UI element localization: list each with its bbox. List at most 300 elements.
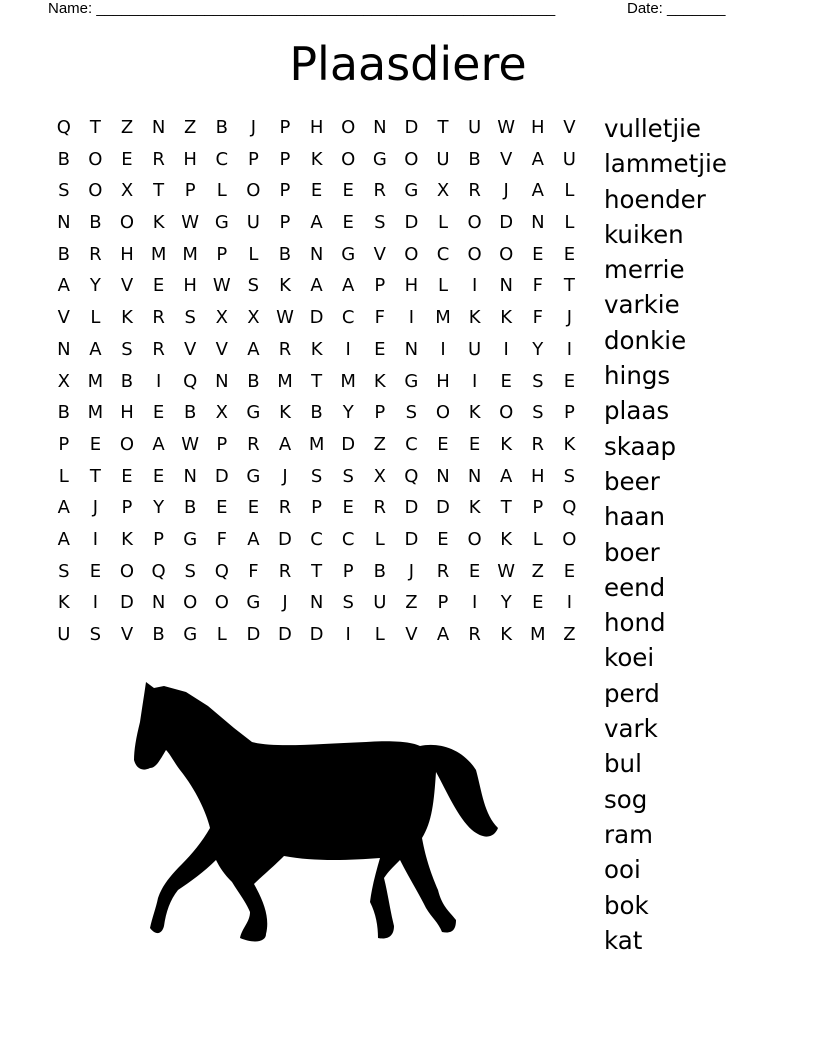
grid-cell: U [246, 212, 260, 234]
grid-cell: A [247, 338, 260, 360]
grid-cell: I [503, 338, 509, 360]
grid-row [48, 175, 586, 207]
grid-cell: E [152, 465, 165, 487]
grid-cell: E [563, 370, 576, 392]
grid-cell: P [279, 148, 291, 170]
grid-cell: E [247, 497, 260, 519]
grid-cell: N [151, 117, 166, 138]
grid-cell: K [500, 624, 513, 645]
word-list-item: plaas [604, 396, 670, 426]
grid-cell: A [57, 528, 70, 550]
grid-cell: I [345, 624, 351, 645]
grid-cell: E [342, 180, 354, 202]
grid-cell: Q [562, 497, 577, 519]
grid-cell: E [532, 592, 544, 614]
horse-silhouette-icon [126, 672, 506, 947]
grid-cell: P [342, 560, 354, 582]
grid-cell: R [468, 624, 481, 645]
grid-cell: E [121, 148, 133, 170]
grid-cell: G [372, 148, 387, 170]
grid-cell: V [57, 307, 70, 329]
grid-cell: E [563, 560, 576, 582]
grid-cell: I [155, 370, 162, 392]
grid-cell: K [468, 307, 481, 329]
grid-cell: X [57, 370, 70, 392]
grid-cell: R [152, 338, 165, 360]
grid-cell: N [309, 243, 324, 265]
grid-cell: L [374, 624, 385, 645]
grid-cell: T [89, 117, 101, 138]
grid-cell: E [152, 402, 165, 424]
grid-cell: S [184, 560, 196, 582]
grid-cell: C [405, 433, 418, 455]
grid-cell: O [246, 180, 261, 202]
grid-cell: D [309, 624, 324, 645]
grid-cell: L [564, 212, 575, 234]
grid-cell: B [89, 212, 102, 234]
word-list-item: hings [604, 361, 671, 391]
grid-cell: N [531, 212, 545, 234]
grid-cell: M [435, 307, 451, 329]
grid-cell: D [214, 465, 229, 487]
grid-cell: P [216, 433, 228, 455]
grid-cell: S [310, 465, 323, 487]
grid-cell: E [152, 275, 165, 297]
grid-cell: P [247, 148, 259, 170]
word-list-item: hoender [604, 184, 706, 214]
grid-cell: O [404, 243, 419, 265]
grid-cell: K [57, 592, 70, 614]
word-list-item: merrie [604, 255, 685, 285]
grid-cell: T [89, 465, 101, 487]
grid-row [48, 239, 586, 271]
grid-row [48, 302, 586, 334]
grid-cell: P [563, 402, 575, 424]
grid-cell: M [530, 624, 546, 645]
grid-cell: V [184, 338, 197, 360]
grid-cell: R [247, 433, 260, 455]
grid-cell: O [562, 528, 577, 550]
grid-cell: K [121, 528, 133, 550]
grid-cell: D [341, 433, 356, 455]
grid-cell: X [215, 307, 228, 329]
grid-cell: V [215, 338, 228, 360]
grid-cell: R [152, 307, 165, 329]
grid-cell: S [532, 370, 544, 392]
grid-cell: I [408, 307, 415, 329]
word-list-item: perd [604, 678, 660, 708]
grid-cell: O [435, 402, 451, 424]
grid-cell: E [342, 497, 354, 519]
grid-cell: C [310, 528, 323, 550]
grid-cell: O [467, 212, 482, 234]
grid-cell: B [184, 402, 197, 424]
grid-cell: K [279, 402, 291, 424]
grid-cell: R [152, 148, 165, 170]
grid-cell: Z [120, 117, 134, 138]
grid-cell: R [278, 560, 292, 582]
grid-cell: D [436, 497, 450, 519]
grid-cell: A [89, 338, 102, 360]
word-list-item: bul [604, 749, 642, 779]
grid-cell: E [310, 180, 323, 202]
grid-cell: B [184, 497, 197, 519]
grid-cell: T [563, 275, 575, 297]
grid-cell: R [436, 560, 450, 582]
grid-cell: S [184, 307, 196, 329]
grid-cell: B [215, 117, 228, 138]
word-list-item: hond [604, 608, 666, 638]
grid-cell: U [373, 592, 387, 614]
grid-cell: I [471, 592, 478, 614]
grid-cell: J [282, 592, 288, 614]
grid-cell: D [120, 592, 134, 614]
grid-row [48, 397, 586, 429]
grid-cell: O [119, 560, 135, 582]
grid-cell: K [310, 338, 323, 360]
grid-cell: L [216, 624, 227, 645]
grid-row [48, 366, 586, 398]
grid-cell: S [342, 465, 354, 487]
grid-row [48, 619, 586, 651]
grid-cell: E [468, 433, 481, 455]
grid-cell: N [309, 592, 324, 614]
word-list-item: lammetjie [604, 149, 727, 179]
grid-cell: V [405, 624, 418, 645]
grid-cell: K [121, 307, 133, 329]
grid-cell: L [374, 528, 385, 550]
grid-cell: Q [404, 465, 419, 487]
grid-cell: S [247, 275, 260, 297]
grid-cell: D [278, 528, 292, 550]
grid-row [48, 112, 586, 144]
grid-cell: P [216, 243, 228, 265]
grid-cell: B [120, 370, 134, 392]
grid-cell: G [246, 465, 261, 487]
grid-cell: E [89, 433, 102, 455]
grid-cell: R [468, 180, 481, 202]
grid-cell: U [468, 117, 482, 138]
grid-cell: O [499, 402, 514, 424]
grid-cell: X [215, 402, 228, 424]
grid-cell: L [437, 212, 448, 234]
name-line: Name: _______________________________________________________ [48, 0, 556, 17]
grid-cell: K [500, 528, 513, 550]
letter-grid [48, 112, 586, 652]
grid-cell: E [437, 433, 449, 455]
grid-cell: P [153, 528, 165, 550]
grid-cell: B [152, 624, 165, 645]
grid-cell: U [436, 148, 450, 170]
grid-cell: S [405, 402, 418, 424]
grid-cell: N [404, 338, 419, 360]
grid-cell: A [342, 275, 355, 297]
grid-cell: L [564, 180, 575, 202]
grid-cell: H [436, 370, 450, 392]
grid-cell: A [310, 212, 323, 234]
grid-cell: B [247, 370, 260, 392]
grid-cell: A [436, 624, 450, 645]
grid-cell: R [278, 497, 292, 519]
grid-cell: X [436, 180, 450, 202]
grid-cell: B [57, 243, 70, 265]
grid-cell: S [374, 212, 386, 234]
grid-cell: W [497, 560, 516, 582]
grid-cell: Y [342, 402, 354, 424]
grid-cell: E [374, 338, 386, 360]
grid-cell: V [120, 275, 134, 297]
grid-cell: W [497, 117, 516, 138]
grid-cell: K [563, 433, 576, 455]
grid-cell: E [563, 243, 576, 265]
worksheet-header [48, 0, 748, 20]
grid-cell: P [374, 275, 386, 297]
grid-cell: O [183, 592, 198, 614]
grid-cell: N [215, 370, 229, 392]
grid-cell: E [89, 560, 102, 582]
grid-cell: N [151, 592, 166, 614]
grid-cell: O [88, 148, 103, 170]
grid-cell: G [246, 402, 261, 424]
grid-cell: P [374, 402, 386, 424]
grid-cell: V [500, 148, 513, 170]
grid-cell: I [92, 528, 99, 550]
grid-cell: D [404, 117, 419, 138]
grid-cell: W [181, 212, 200, 234]
grid-cell: G [404, 370, 419, 392]
grid-cell: A [57, 275, 70, 297]
grid-cell: H [120, 243, 134, 265]
grid-cell: K [500, 433, 513, 455]
grid-cell: E [121, 465, 133, 487]
grid-cell: B [468, 148, 481, 170]
grid-cell: Q [183, 370, 198, 392]
grid-cell: H [183, 275, 197, 297]
date-line: Date: _______ [627, 0, 726, 17]
word-list-item: skaap [604, 431, 677, 461]
grid-cell: B [278, 243, 292, 265]
grid-cell: D [309, 307, 324, 329]
grid-cell: G [214, 212, 229, 234]
grid-row [48, 429, 586, 461]
grid-cell: R [373, 180, 387, 202]
grid-cell: Z [531, 560, 544, 582]
grid-cell: F [532, 275, 543, 297]
grid-cell: B [310, 402, 323, 424]
grid-cell: N [499, 275, 513, 297]
grid-cell: S [58, 560, 70, 582]
grid-cell: R [89, 243, 102, 265]
grid-cell: I [345, 338, 351, 360]
grid-cell: M [340, 370, 356, 392]
grid-cell: B [373, 560, 386, 582]
grid-cell: Z [405, 592, 418, 614]
grid-cell: H [531, 465, 545, 487]
word-list-item: sog [604, 784, 648, 814]
word-list-item: ram [604, 819, 653, 849]
grid-cell: A [531, 148, 544, 170]
grid-cell: M [150, 243, 167, 265]
word-list-item: bok [604, 890, 649, 920]
grid-cell: J [92, 497, 99, 519]
word-list-item: ooi [604, 855, 641, 885]
word-list-item: eend [604, 572, 666, 602]
grid-cell: P [532, 497, 544, 519]
grid-cell: V [373, 243, 386, 265]
grid-cell: K [310, 148, 323, 170]
grid-cell: Z [563, 624, 576, 645]
grid-cell: T [311, 370, 323, 392]
grid-cell: M [182, 243, 198, 265]
word-list-item: kat [604, 925, 643, 955]
grid-row [48, 492, 586, 524]
grid-row [48, 270, 586, 302]
grid-cell: V [563, 117, 576, 138]
grid-row [48, 461, 586, 493]
word-list-item: vark [604, 714, 658, 744]
grid-cell: Y [500, 592, 512, 614]
grid-cell: J [282, 465, 288, 487]
grid-cell: R [531, 433, 545, 455]
grid-cell: E [437, 528, 449, 550]
grid-cell: P [121, 497, 133, 519]
grid-cell: C [215, 148, 229, 170]
grid-cell: X [247, 307, 260, 329]
grid-cell: A [500, 465, 513, 487]
grid-cell: I [440, 338, 446, 360]
grid-cell: M [87, 370, 104, 392]
grid-cell: G [183, 528, 198, 550]
grid-cell: Q [56, 117, 71, 138]
grid-cell: S [342, 592, 354, 614]
grid-cell: I [471, 370, 478, 392]
grid-cell: D [404, 212, 419, 234]
grid-cell: U [57, 624, 71, 645]
grid-cell: I [566, 592, 573, 614]
grid-cell: O [119, 433, 135, 455]
grid-cell: K [468, 497, 481, 519]
grid-cell: B [57, 148, 70, 170]
grid-cell: X [120, 180, 134, 202]
grid-cell: Z [373, 433, 386, 455]
grid-cell: N [183, 465, 197, 487]
grid-cell: Z [184, 117, 197, 138]
grid-cell: E [342, 212, 354, 234]
grid-cell: J [408, 560, 415, 582]
grid-cell: A [310, 275, 323, 297]
grid-cell: N [467, 465, 482, 487]
grid-cell: J [250, 117, 257, 138]
grid-cell: F [374, 307, 385, 329]
word-list-item: kuiken [604, 219, 684, 249]
grid-cell: F [216, 528, 227, 550]
grid-cell: A [152, 433, 165, 455]
word-list-item: haan [604, 502, 666, 532]
grid-cell: S [89, 624, 102, 645]
grid-cell: O [341, 117, 356, 138]
grid-cell: H [309, 117, 324, 138]
grid-cell: S [532, 402, 544, 424]
grid-cell: G [183, 624, 198, 645]
grid-cell: D [499, 212, 514, 234]
grid-cell: F [248, 560, 259, 582]
grid-cell: R [373, 497, 387, 519]
word-list [604, 111, 804, 958]
grid-cell: C [436, 243, 450, 265]
grid-cell: P [58, 433, 70, 455]
grid-cell: I [471, 275, 478, 297]
grid-cell: Y [532, 338, 544, 360]
word-list-item: boer [604, 537, 660, 567]
grid-cell: P [279, 212, 291, 234]
grid-cell: C [341, 528, 355, 550]
grid-cell: A [247, 528, 260, 550]
grid-cell: Q [151, 560, 166, 582]
grid-cell: H [531, 117, 545, 138]
grid-cell: R [278, 338, 292, 360]
word-list-item: koei [604, 643, 655, 673]
grid-cell: X [373, 465, 386, 487]
grid-cell: Y [89, 275, 101, 297]
grid-row [48, 556, 586, 588]
grid-cell: E [468, 560, 481, 582]
grid-cell: L [90, 307, 101, 329]
grid-cell: L [216, 180, 227, 202]
grid-cell: N [57, 338, 71, 360]
word-list-item: beer [604, 466, 660, 496]
grid-cell: E [216, 497, 228, 519]
word-list-item: varkie [604, 290, 680, 320]
grid-cell: D [404, 528, 419, 550]
grid-row [48, 207, 586, 239]
grid-cell: P [437, 592, 449, 614]
grid-cell: K [373, 370, 386, 392]
grid-cell: M [308, 433, 325, 455]
grid-cell: S [58, 180, 70, 202]
grid-cell: H [120, 402, 134, 424]
grid-cell: J [566, 307, 573, 329]
grid-cell: T [153, 180, 165, 202]
grid-cell: O [214, 592, 229, 614]
grid-cell: U [468, 338, 482, 360]
grid-cell: O [88, 180, 103, 202]
grid-cell: Y [153, 497, 165, 519]
grid-cell: K [500, 307, 513, 329]
grid-cell: O [499, 243, 514, 265]
grid-cell: N [57, 212, 71, 234]
grid-cell: L [437, 275, 448, 297]
word-list-item: vulletjie [604, 114, 702, 143]
grid-cell: B [57, 402, 70, 424]
grid-cell: L [248, 243, 259, 265]
grid-cell: D [404, 497, 419, 519]
grid-cell: D [246, 624, 261, 645]
grid-cell: V [120, 624, 134, 645]
grid-cell: Q [214, 560, 229, 582]
grid-cell: G [246, 592, 261, 614]
grid-cell: S [121, 338, 133, 360]
grid-cell: O [404, 148, 419, 170]
grid-cell: G [341, 243, 356, 265]
grid-cell: K [279, 275, 291, 297]
grid-cell: M [277, 370, 293, 392]
grid-row [48, 144, 586, 176]
grid-cell: E [532, 243, 544, 265]
grid-cell: L [532, 528, 543, 550]
grid-cell: T [311, 560, 323, 582]
grid-row [48, 334, 586, 366]
grid-cell: A [278, 433, 292, 455]
